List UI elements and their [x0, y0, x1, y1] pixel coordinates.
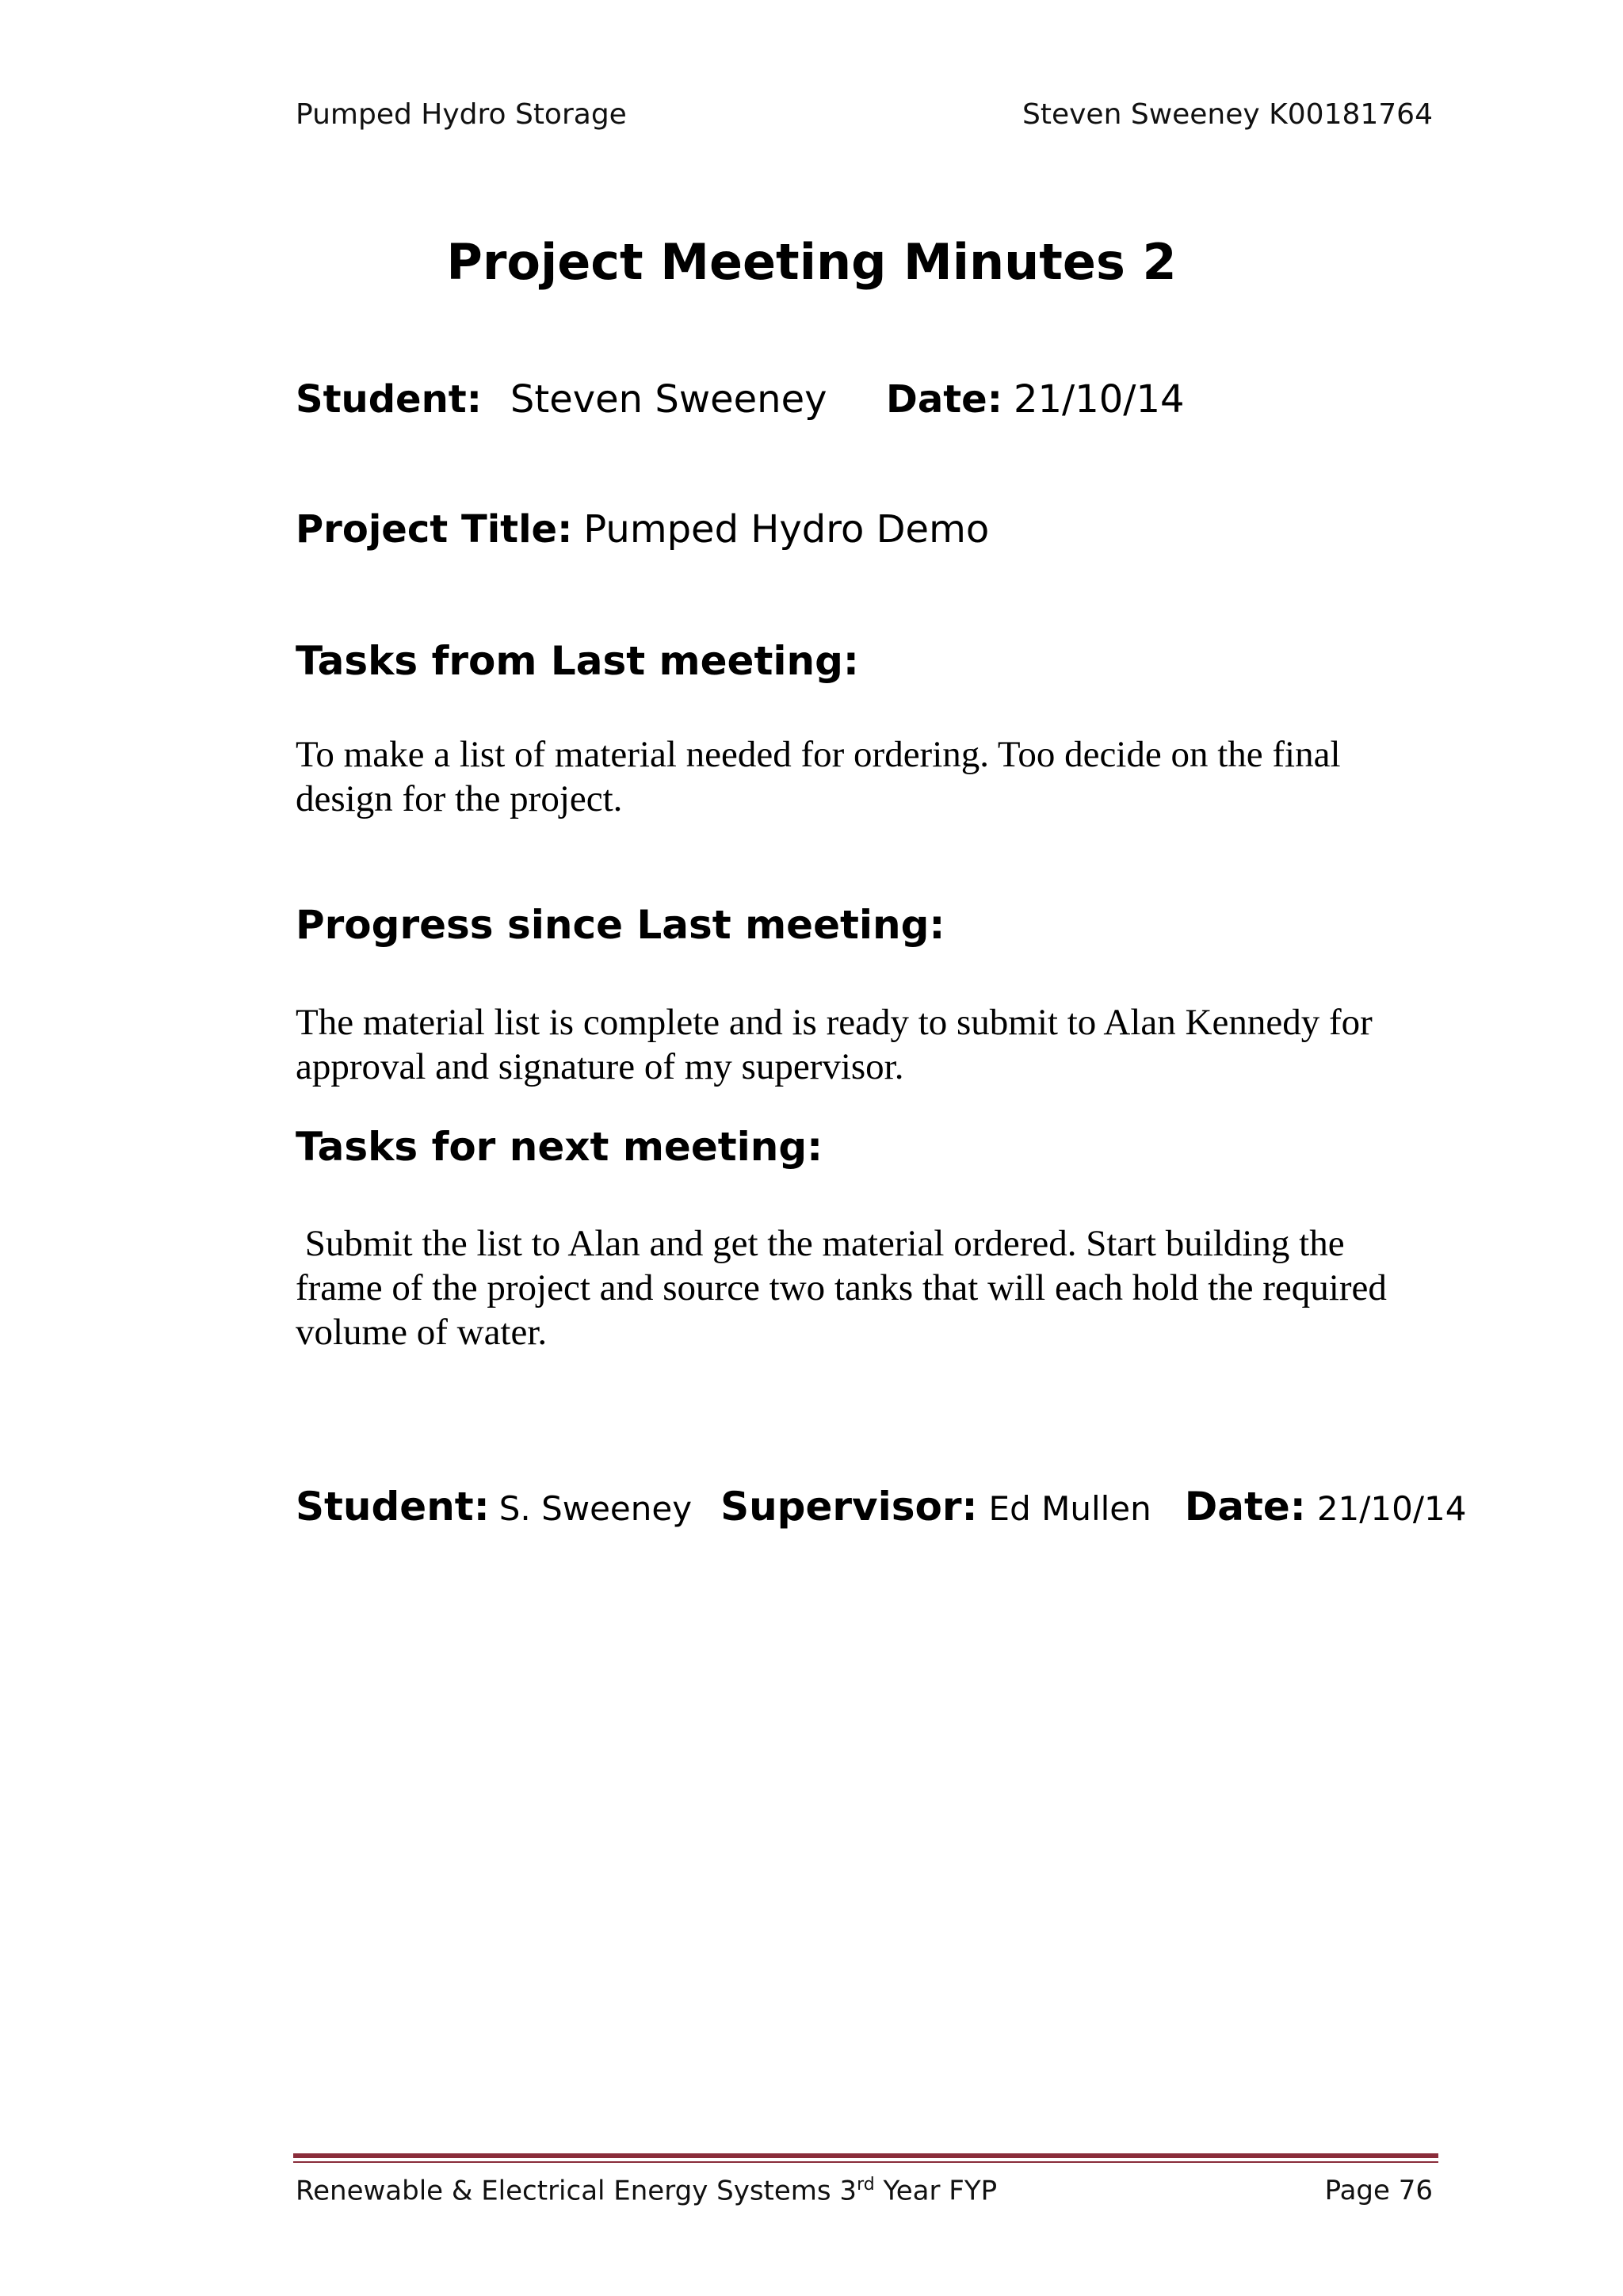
signoff-supervisor-label: Supervisor: [720, 1484, 978, 1530]
footer-left-superscript: rd [857, 2175, 875, 2195]
section-text-tasks-next: Submit the list to Alan and get the material ordered. Start building the frame of the project and source two tanks that will each hold the required volume of water. [296, 1223, 1396, 1353]
project-title-value: Pumped Hydro Demo [583, 507, 990, 552]
footer-left-text: Renewable & Electrical Energy Systems 3 [296, 2175, 857, 2207]
footer-rule-thin [293, 2161, 1438, 2163]
signoff-student-value: S. Sweeney [498, 1489, 693, 1528]
signoff-supervisor-value: Ed Mullen [988, 1489, 1151, 1528]
project-title-label: Project Title: [296, 507, 573, 552]
section-text-tasks-last: To make a list of material needed for ordering. Too decide on the final design for the project. [296, 734, 1341, 819]
section-heading-tasks-next: Tasks for next meeting: [296, 1124, 823, 1170]
footer-left-text-end: Year FYP [874, 2175, 998, 2207]
project-title-row [296, 507, 989, 552]
signoff-date-value: 21/10/14 [1316, 1489, 1467, 1528]
header-right: Steven Sweeney K00181764 [1022, 98, 1433, 131]
footer-rule-thick [293, 2153, 1438, 2158]
student-date-row [296, 377, 827, 422]
signoff-student-label: Student: [296, 1484, 490, 1530]
student-value: Steven Sweeney [510, 377, 827, 422]
footer-left [296, 2175, 997, 2206]
signoff-row [296, 1484, 1466, 1530]
header-left: Pumped Hydro Storage [296, 98, 627, 131]
date-value: 21/10/14 [1013, 377, 1185, 422]
section-heading-progress: Progress since Last meeting: [296, 902, 945, 948]
date-row [886, 377, 1185, 422]
date-label: Date: [886, 377, 1002, 422]
page-number: Page 76 [1324, 2175, 1433, 2206]
signoff-date-label: Date: [1184, 1484, 1306, 1530]
page-title: Project Meeting Minutes 2 [446, 233, 1177, 291]
section-text-progress: The material list is complete and is ready to submit to Alan Kennedy for approval and signature of my supervisor. [296, 1002, 1373, 1087]
student-label: Student: [296, 377, 482, 422]
section-heading-tasks-last: Tasks from Last meeting: [296, 638, 859, 684]
